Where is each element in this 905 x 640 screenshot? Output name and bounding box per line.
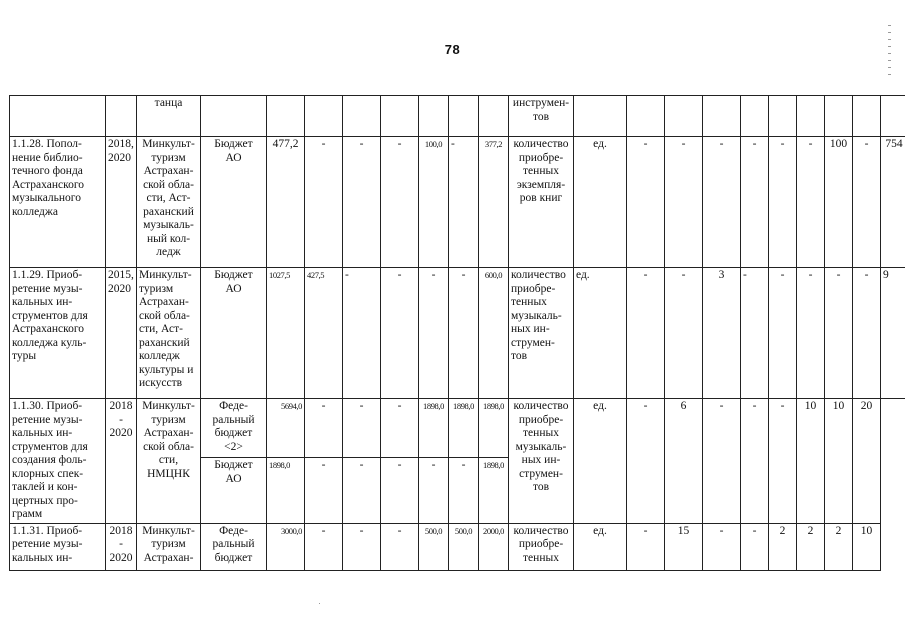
value-cell: - xyxy=(627,137,665,268)
value-cell: 2 xyxy=(825,523,853,570)
amount-cell: 3000,0 xyxy=(267,523,305,570)
amount-cell xyxy=(381,96,419,137)
amount-cell: - xyxy=(381,523,419,570)
amount-cell: 1898,0 xyxy=(479,458,509,523)
value-cell: 9 xyxy=(881,268,905,399)
value-cell xyxy=(825,96,853,137)
amount-cell: 1027,5 xyxy=(267,268,305,399)
period-cell: 2018 - 2020 xyxy=(106,523,137,570)
value-cell: - xyxy=(797,137,825,268)
amount-cell: - xyxy=(419,268,449,399)
amount-cell: 500,0 xyxy=(419,523,449,570)
funding-source-cell xyxy=(201,96,267,137)
amount-cell: - xyxy=(343,399,381,458)
value-cell: 10 xyxy=(797,399,825,524)
amount-cell: - xyxy=(305,458,343,523)
funding-source-cell: Феде- ральный бюджет <2> xyxy=(201,399,267,458)
value-cell: - xyxy=(825,268,853,399)
value-cell xyxy=(703,96,741,137)
value-cell xyxy=(881,96,905,137)
unit-cell: ед. xyxy=(574,137,627,268)
amount-cell: 1898,0 xyxy=(419,399,449,458)
amount-cell: 600,0 xyxy=(479,268,509,399)
value-cell xyxy=(769,96,797,137)
value-cell xyxy=(853,96,881,137)
program-activities-table xyxy=(9,95,905,571)
amount-cell xyxy=(267,96,305,137)
value-cell: 10 xyxy=(825,399,853,524)
table-row xyxy=(10,399,905,458)
amount-cell: - xyxy=(343,137,381,268)
period-cell: 2018 - 2020 xyxy=(106,399,137,524)
amount-cell: - xyxy=(449,458,479,523)
value-cell: - xyxy=(665,268,703,399)
amount-cell xyxy=(305,96,343,137)
value-cell: - xyxy=(665,137,703,268)
executor-cell: Минкульт- туризм Астрахан- ской обла- сти, НМЦНК xyxy=(137,399,201,524)
amount-cell: 427,5 xyxy=(305,268,343,399)
amount-cell: 2000,0 xyxy=(479,523,509,570)
amount-cell: 1898,0 xyxy=(449,399,479,458)
value-cell: - xyxy=(627,399,665,524)
amount-cell: 477,2 xyxy=(267,137,305,268)
value-cell: 100 xyxy=(825,137,853,268)
executor-cell: Минкульт- туризм Астрахан- xyxy=(137,523,201,570)
amount-cell xyxy=(479,96,509,137)
period-cell: 2015, 2020 xyxy=(106,268,137,399)
amount-cell: - xyxy=(381,268,419,399)
table-row xyxy=(10,137,905,268)
table-row xyxy=(10,268,905,399)
value-cell: - xyxy=(853,137,881,268)
value-cell: - xyxy=(853,268,881,399)
funding-source-cell: Феде- ральный бюджет xyxy=(201,523,267,570)
indicator-cell: количество приобре- тенных музыкаль- ных ин- струмен- тов xyxy=(509,399,574,524)
amount-cell: 100,0 xyxy=(419,137,449,268)
value-cell: 2 xyxy=(797,523,825,570)
funding-source-cell: Бюджет АО xyxy=(201,458,267,523)
value-cell: - xyxy=(703,399,741,524)
amount-cell: - xyxy=(381,399,419,458)
amount-cell: - xyxy=(449,137,479,268)
unit-cell xyxy=(574,96,627,137)
amount-cell: - xyxy=(449,268,479,399)
table-row xyxy=(10,96,905,137)
activity-cell: 1.1.30. Приоб- ретение музы- кальных ин- струментов для создания фоль- клорных спек- таклей и кон- цертных про- грамм xyxy=(10,399,106,524)
unit-cell: ед. xyxy=(574,523,627,570)
indicator-cell: инструмен- тов xyxy=(509,96,574,137)
value-cell: - xyxy=(769,399,797,524)
value-cell xyxy=(741,96,769,137)
indicator-cell: количество приобре- тенных xyxy=(509,523,574,570)
executor-cell: Минкульт- туризм Астрахан- ской обла- сти, Аст- раханский музыкаль- ный кол- ледж xyxy=(137,137,201,268)
indicator-cell: количество приобре- тенных музыкаль- ных ин- струмен- тов xyxy=(509,268,574,399)
executor-cell: танца xyxy=(137,96,201,137)
unit-cell: ед. xyxy=(574,399,627,524)
executor-cell: Минкульт- туризм Астрахан- ской обла- сти, Аст- раханский колледж культуры и искусств xyxy=(137,268,201,399)
value-cell: 10 xyxy=(853,523,881,570)
scan-artifact xyxy=(319,603,320,604)
value-cell: 6 xyxy=(665,399,703,524)
value-cell: - xyxy=(797,268,825,399)
table-row xyxy=(10,523,905,570)
activity-cell: 1.1.28. Попол- нение библио- течного фонда Астраханского музыкального колледжа xyxy=(10,137,106,268)
indicator-cell: количество приобре- тенных экземпля- ров книг xyxy=(509,137,574,268)
period-cell: 2018, 2020 xyxy=(106,137,137,268)
amount-cell: - xyxy=(419,458,449,523)
activity-cell: 1.1.31. Приоб- ретение музы- кальных ин- xyxy=(10,523,106,570)
amount-cell: - xyxy=(381,458,419,523)
amount-cell: - xyxy=(305,399,343,458)
value-cell: 3 xyxy=(703,268,741,399)
amount-cell: - xyxy=(305,523,343,570)
unit-cell: ед. xyxy=(574,268,627,399)
value-cell: - xyxy=(769,268,797,399)
page-number: 78 xyxy=(444,42,461,57)
activity-cell: 1.1.29. Приоб- ретение музы- кальных ин- струментов для Астраханского колледжа куль- туры xyxy=(10,268,106,399)
amount-cell xyxy=(449,96,479,137)
value-cell: - xyxy=(627,523,665,570)
value-cell: 20 xyxy=(853,399,881,524)
amount-cell: - xyxy=(343,523,381,570)
value-cell: 2 xyxy=(769,523,797,570)
amount-cell: 5694,0 xyxy=(267,399,305,458)
value-cell: - xyxy=(703,137,741,268)
period-cell xyxy=(106,96,137,137)
value-cell: 15 xyxy=(665,523,703,570)
value-cell: - xyxy=(741,523,769,570)
value-cell xyxy=(797,96,825,137)
funding-source-cell: Бюджет АО xyxy=(201,137,267,268)
amount-cell: - xyxy=(343,268,381,399)
amount-cell: 1898,0 xyxy=(267,458,305,523)
value-cell: - xyxy=(741,268,769,399)
amount-cell: - xyxy=(343,458,381,523)
value-cell: - xyxy=(741,399,769,524)
amount-cell: 1898,0 xyxy=(479,399,509,458)
amount-cell: - xyxy=(381,137,419,268)
amount-cell xyxy=(343,96,381,137)
value-cell: 754 xyxy=(881,137,905,268)
activity-cell xyxy=(10,96,106,137)
funding-source-cell: Бюджет АО xyxy=(201,268,267,399)
value-cell: - xyxy=(703,523,741,570)
value-cell xyxy=(665,96,703,137)
value-cell: - xyxy=(741,137,769,268)
margin-marks xyxy=(888,25,894,95)
amount-cell: - xyxy=(305,137,343,268)
value-cell xyxy=(627,96,665,137)
value-cell: - xyxy=(769,137,797,268)
amount-cell: 377,2 xyxy=(479,137,509,268)
amount-cell: 500,0 xyxy=(449,523,479,570)
amount-cell xyxy=(419,96,449,137)
value-cell: - xyxy=(627,268,665,399)
